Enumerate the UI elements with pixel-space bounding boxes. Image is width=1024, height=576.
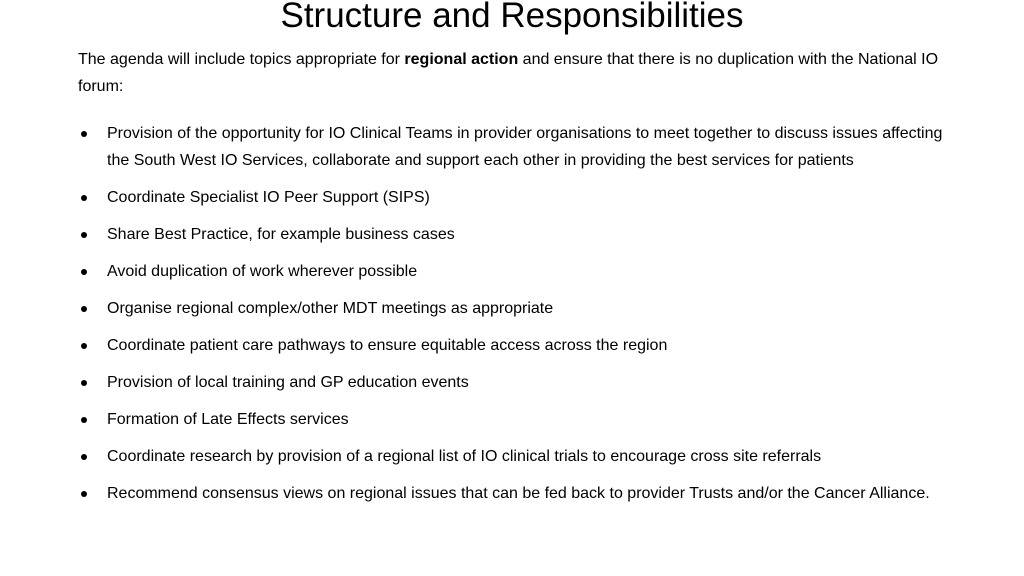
intro-text-bold: regional action	[404, 51, 519, 68]
list-item-text: Coordinate research by provision of a regional list of IO clinical trials to encourage cross site referrals	[107, 448, 822, 465]
intro-paragraph	[78, 46, 958, 100]
bullet-icon	[81, 306, 87, 312]
bullet-icon	[81, 269, 87, 275]
bullet-icon	[81, 491, 87, 497]
bullet-icon	[81, 131, 87, 137]
list-item	[78, 258, 958, 285]
list-item	[78, 295, 958, 322]
bullet-icon	[81, 232, 87, 238]
list-item-text: Provision of local training and GP education events	[107, 374, 469, 391]
list-item-text: Provision of the opportunity for IO Clinical Teams in provider organisations to meet together to discuss issues affecting the South West IO Services, collaborate and support each other in providing the best services for patients	[107, 125, 943, 169]
list-item-text: Avoid duplication of work wherever possible	[107, 263, 418, 280]
list-item-text: Share Best Practice, for example business cases	[107, 226, 455, 243]
intro-text-before: The agenda will include topics appropriate for	[78, 51, 405, 68]
intro-text-after: and ensure that there is no duplication with the National IO forum:	[78, 51, 939, 95]
list-item	[78, 480, 958, 507]
slide-title: Structure and Responsibilities	[280, 0, 744, 35]
bullet-icon	[81, 380, 87, 386]
list-item	[78, 221, 958, 248]
list-item	[78, 443, 958, 470]
bullet-icon	[81, 195, 87, 201]
list-item	[78, 120, 958, 174]
bullet-icon	[81, 417, 87, 423]
responsibilities-list	[78, 120, 958, 517]
list-item-text: Organise regional complex/other MDT meetings as appropriate	[107, 300, 554, 317]
bullet-icon	[81, 454, 87, 460]
list-item	[78, 332, 958, 359]
list-item-text: Coordinate patient care pathways to ensure equitable access across the region	[107, 337, 668, 354]
list-item-text: Recommend consensus views on regional issues that can be fed back to provider Trusts and/or the Cancer Alliance.	[107, 485, 930, 502]
list-item	[78, 184, 958, 211]
list-item-text: Formation of Late Effects services	[107, 411, 349, 428]
list-item	[78, 406, 958, 433]
bullet-icon	[81, 343, 87, 349]
list-item-text: Coordinate Specialist IO Peer Support (SIPS)	[107, 189, 430, 206]
list-item	[78, 369, 958, 396]
